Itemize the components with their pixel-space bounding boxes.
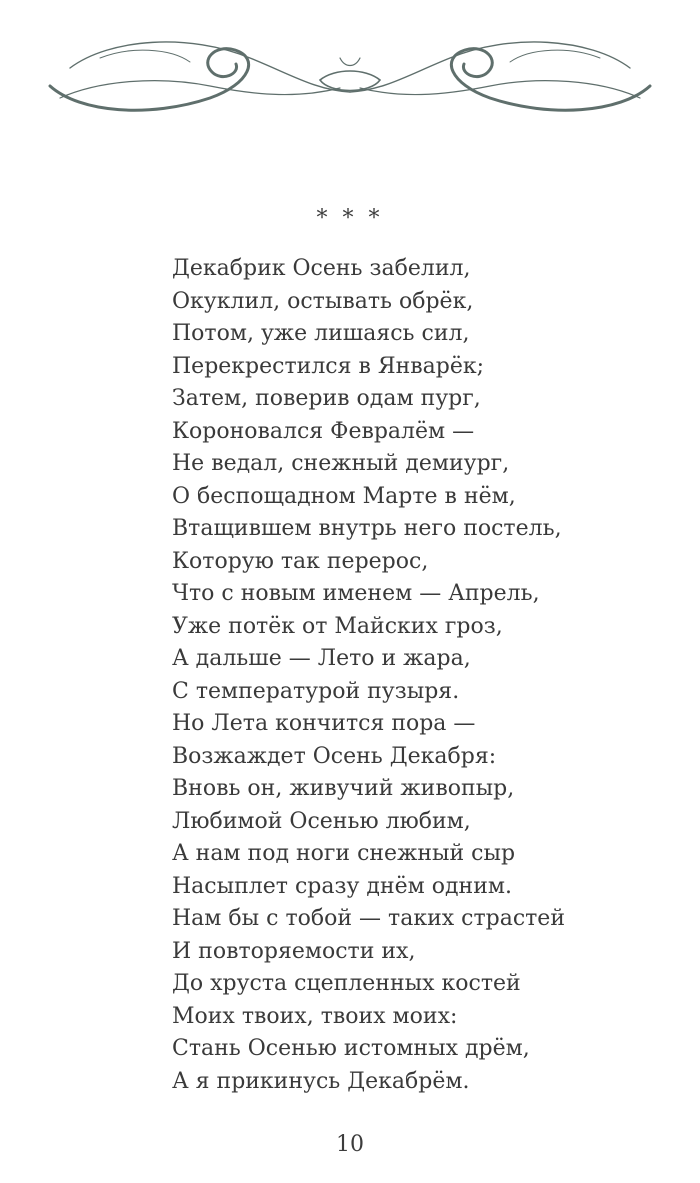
poem-line: И повторяемости их, <box>172 938 416 964</box>
poem-line: Которую так перерос, <box>172 548 429 574</box>
page-number: 10 <box>336 1132 364 1157</box>
poem-line: Короновался Февралём — <box>172 418 475 444</box>
poem-line: Любимой Осенью любим, <box>172 808 471 834</box>
poem-line: Втащившем внутрь него постель, <box>172 516 562 541</box>
poem-line: С температурой пузыря. <box>172 678 460 704</box>
poem-line: До хруста сцепленных костей <box>172 971 521 996</box>
poem-line: Но Лета кончится пора — <box>172 711 476 736</box>
poem-line: Нам бы с тобой — таких страстей <box>172 906 565 931</box>
poem-line: Насыплет сразу днём одним. <box>172 873 512 899</box>
flourish-ornament-icon <box>40 28 660 118</box>
poem-line: Вновь он, живучий живопыр, <box>172 776 515 801</box>
poem-line: Окуклил, остывать обрёк, <box>172 288 474 314</box>
poem-line: А дальше — Лето и жара, <box>172 646 471 671</box>
poem-line: Не ведал, снежный демиург, <box>172 451 510 476</box>
poem-line: А нам под ноги снежный сыр <box>172 841 516 866</box>
poem-line: Что с новым именем — Апрель, <box>172 581 540 606</box>
poem-line: О беспощадном Марте в нём, <box>172 483 516 509</box>
poem-text <box>172 253 565 1098</box>
poem-line: Декабрик Осень забелил, <box>172 256 471 281</box>
poem-line: Возжаждет Осень Декабря: <box>172 743 497 769</box>
stanza-separator: * * * <box>316 206 384 231</box>
poem-line: Затем, поверив одам пург, <box>172 386 481 411</box>
poem-line: Уже потёк от Майских гроз, <box>172 613 503 639</box>
poem-line: Стань Осенью истомных дрём, <box>172 1036 530 1061</box>
poem-line: Моих твоих, твоих моих: <box>172 1003 458 1029</box>
poem-line: Потом, уже лишаясь сил, <box>172 321 470 346</box>
poem-line: А я прикинусь Декабрём. <box>172 1068 470 1094</box>
poem-line: Перекрестился в Январёк; <box>172 353 485 379</box>
